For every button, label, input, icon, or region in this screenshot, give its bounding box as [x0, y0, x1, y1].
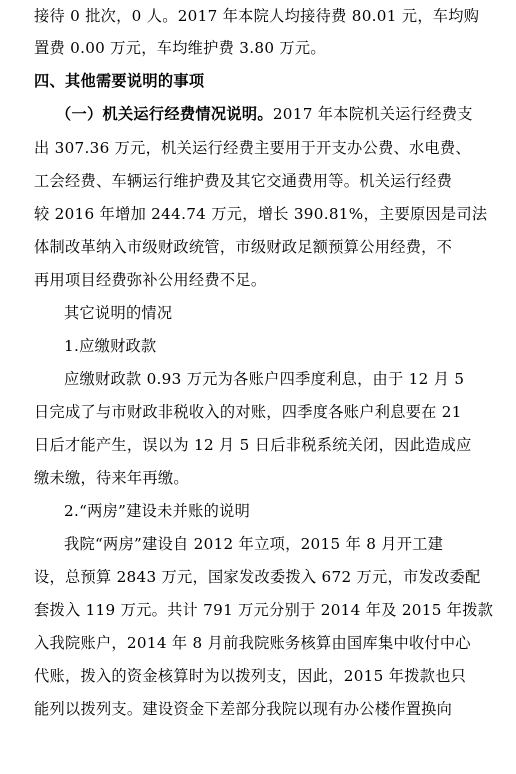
text-line: 缴未缴，待来年再缴。	[34, 469, 189, 487]
text-line: 较 2016 年增加 244.74 万元，增长 390.81%，主要原因是司法	[34, 205, 488, 223]
text-line: 出 307.36 万元，机关运行经费主要用于开支办公费、水电费、	[34, 139, 471, 157]
text-line: 代账，拨入的资金核算时为以拨列支，因此，2015 年拨款也只	[34, 667, 467, 685]
subsection-heading: （一）机关运行经费情况说明。	[56, 105, 273, 123]
text-line: 置费 0.00 万元，车均维护费 3.80 万元。	[34, 39, 326, 57]
text-line: 入我院账户，2014 年 8 月前我院账务核算由国库集中收付中心	[34, 634, 471, 652]
text-line: 再用项目经费弥补公用经费不足。	[34, 271, 267, 289]
text-line: （一）机关运行经费情况说明。2017 年本院机关运行经费支	[56, 105, 473, 123]
text-line: 1.应缴财政款	[64, 337, 157, 355]
text-line: 能列以拨列支。建设资金下差部分我院以现有办公楼作置换向	[34, 700, 453, 718]
text-line: 应缴财政款 0.93 万元为各账户四季度利息，由于 12 月 5	[64, 370, 465, 388]
text-line: 套拨入 119 万元。共计 791 万元分别于 2014 年及 2015 年拨款	[34, 601, 494, 619]
text-line: 日完成了与市财政非税收入的对账，四季度各账户利息要在 21	[34, 403, 462, 421]
text-line: 接待 0 批次，0 人。2017 年本院人均接待费 80.01 元，车均购	[34, 7, 480, 25]
text-line: 体制改革纳入市级财政统管，市级财政足额预算公用经费，不	[34, 238, 453, 256]
text-line: 其它说明的情况	[64, 304, 173, 322]
text-line: 工会经费、车辆运行维护费及其它交通费用等。机关运行经费	[34, 172, 453, 190]
text-line: 设，总预算 2843 万元，国家发改委拨入 672 万元，市发改委配	[34, 568, 481, 586]
text-line: 我院“两房”建设自 2012 年立项，2015 年 8 月开工建	[64, 535, 444, 553]
section-heading: 四、其他需要说明的事项	[34, 72, 205, 90]
text-line: 2.“两房”建设未并账的说明	[64, 502, 251, 520]
text-line: 日后才能产生，误以为 12 月 5 日后非税系统关闭，因此造成应	[34, 436, 472, 454]
